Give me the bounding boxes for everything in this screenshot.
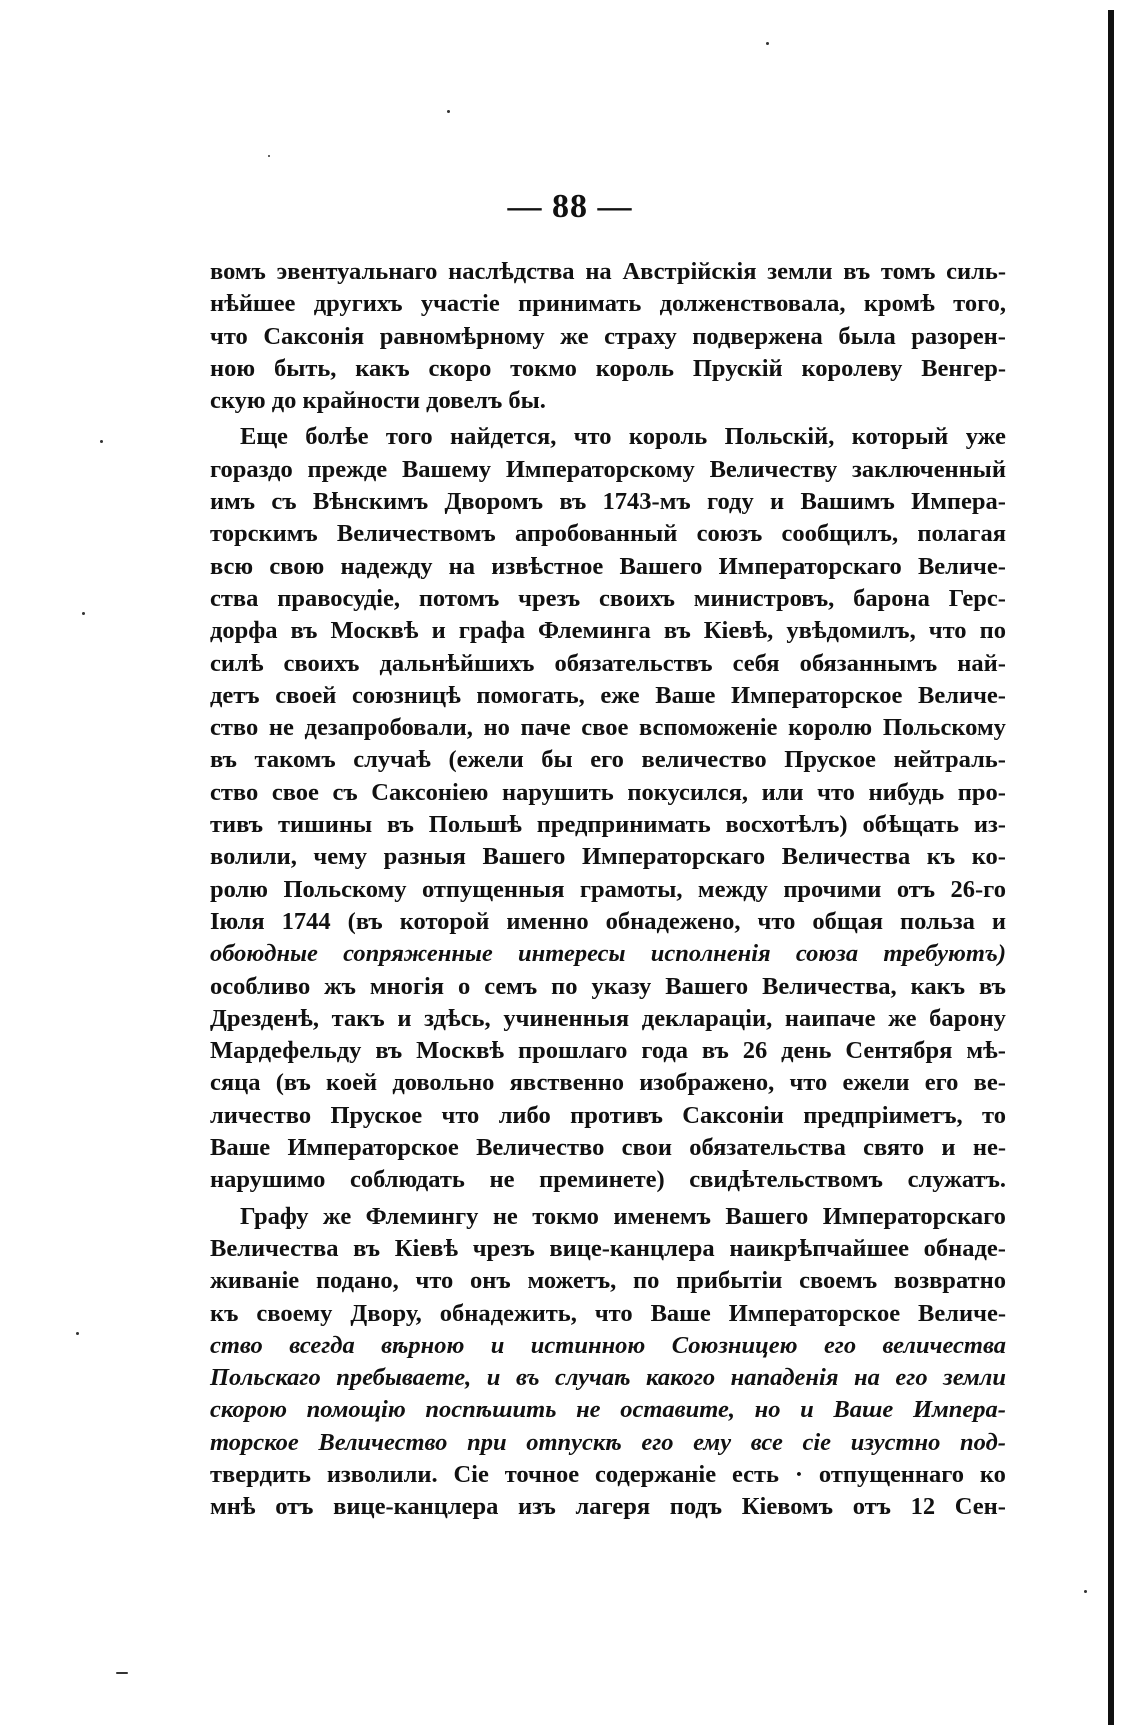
text-line: въ такомъ случаѣ (ежели бы его величество Пруское нейтраль- (210, 746, 1006, 774)
text-line: твердить изволили. Сіе точное содержаніе есть · отпущеннаго ко (210, 1460, 1006, 1488)
scan-speck (1084, 1590, 1087, 1593)
text-line: силѣ своихъ дальнѣйшихъ обязательствъ себя обязаннымъ най- (210, 649, 1006, 677)
text-line: ства правосудіе, потомъ чрезъ своихъ министровъ, барона Герс- (210, 584, 1006, 612)
page-edge-line (1108, 10, 1114, 1725)
text-line-italic: обоюдные сопряженные интересы исполненія союза требуютъ) (210, 940, 1006, 968)
text-line: тивъ тишины въ Польшѣ предпринимать восхотѣлъ) обѣщать из- (210, 811, 1006, 839)
text-line-italic: ство всегда вѣрною и истинною Союзницею его величества (210, 1331, 1006, 1359)
text-line: что Саксонія равномѣрному же страху подвержена была разорен- (210, 322, 1006, 350)
text-line: имъ съ Вѣнскимъ Дворомъ въ 1743-мъ году и Вашимъ Импера- (210, 488, 1006, 516)
text-line: нѣйшее другихъ участіе принимать долженствовала, кромѣ того, (210, 290, 1006, 318)
scan-speck (268, 155, 270, 157)
text-line: сяца (въ коей довольно явственно изображено, что ежели его ве- (210, 1069, 1006, 1097)
text-line: къ своему Двору, обнадежить, что Ваше Императорское Величе- (210, 1299, 1006, 1327)
text-line: всю свою надежду на извѣстное Вашего Императорскаго Величе- (210, 552, 1006, 580)
paragraph-3 (210, 1201, 1006, 1524)
text-line: живаніе подано, что онъ можетъ, по прибытіи своемъ возвратно (210, 1267, 1006, 1295)
text-line: Еще болѣе того найдется, что король Польскій, который уже (240, 423, 1006, 451)
scan-speck (447, 110, 450, 113)
text-line: дорфа въ Москвѣ и графа Флеминга въ Кіевѣ, увѣдомилъ, что по (210, 617, 1006, 645)
text-line-italic: торское Величество при отпускѣ его ему все сіе изустно под- (210, 1428, 1006, 1456)
text-line: Ваше Императорское Величество свои обязательства свято и не- (210, 1134, 1006, 1162)
text-line: личество Пруское что либо противъ Саксоніи предпріиметъ, то (210, 1101, 1006, 1129)
body-text (210, 256, 1006, 1524)
text-line: Дрезденѣ, такъ и здѣсь, учиненныя деклараціи, наипаче же барону (210, 1004, 1006, 1032)
text-line: вомъ эвентуальнаго наслѣдства на Австрійскія земли въ томъ силь- (210, 258, 1006, 285)
text-line: особливо жъ многія о семъ по указу Вашего Величества, какъ въ (210, 972, 1006, 1000)
text-line: гораздо прежде Вашему Императорскому Величеству заключенный (210, 455, 1006, 483)
text-line: волили, чему разныя Вашего Императорскаго Величества къ ко- (210, 843, 1006, 871)
paragraph-2 (210, 421, 1006, 1196)
text-line: торскимъ Величествомъ апробованный союзъ сообщилъ, полагая (210, 520, 1006, 548)
text-line: Величества въ Кіевѣ чрезъ вице-канцлера наикрѣпчайшее обнаде- (210, 1234, 1006, 1262)
text-line: детъ своей союзницѣ помогать, еже Ваше Императорское Величе- (210, 681, 1006, 709)
page-number: — 88 — (507, 188, 633, 225)
text-line-italic: скорою помощію поспѣшить не оставите, но и Ваше Импера- (210, 1396, 1006, 1424)
text-line: скую до крайности довелъ бы. (210, 387, 546, 415)
paragraph-1 (210, 256, 1006, 417)
text-line: ролю Польскому отпущенныя грамоты, между прочими отъ 26-го (210, 875, 1006, 903)
text-line-italic: Польскаго пребываете, и въ случаѣ какого нападенія на его земли (210, 1364, 1006, 1392)
scan-speck (76, 1332, 79, 1335)
text-line: мнѣ отъ вице-канцлера изъ лагеря подъ Кіевомъ отъ 12 Сен- (210, 1493, 1006, 1521)
text-line: ство свое съ Саксоніею нарушить покусился, или что нибудь про- (210, 778, 1006, 806)
text-line: Графу же Флемингу не токмо именемъ Вашего Императорскаго (240, 1202, 1006, 1230)
text-line: ство не дезапробовали, но паче свое вспоможеніе королю Польскому (210, 714, 1006, 742)
text-line: ною быть, какъ скоро токмо король Прускій королеву Венгер- (210, 354, 1006, 382)
scan-speck (100, 440, 103, 443)
scan-speck (116, 1672, 128, 1674)
text-line: Іюля 1744 (въ которой именно обнадежено, что общая польза и (210, 907, 1006, 935)
text-line: нарушимо соблюдать не преминете) свидѣтельствомъ служатъ. (210, 1166, 1006, 1194)
scan-speck (82, 612, 85, 615)
text-line: Мардефельду въ Москвѣ прошлаго года въ 26 день Сентября мѣ- (210, 1037, 1006, 1065)
scan-speck (766, 42, 769, 45)
